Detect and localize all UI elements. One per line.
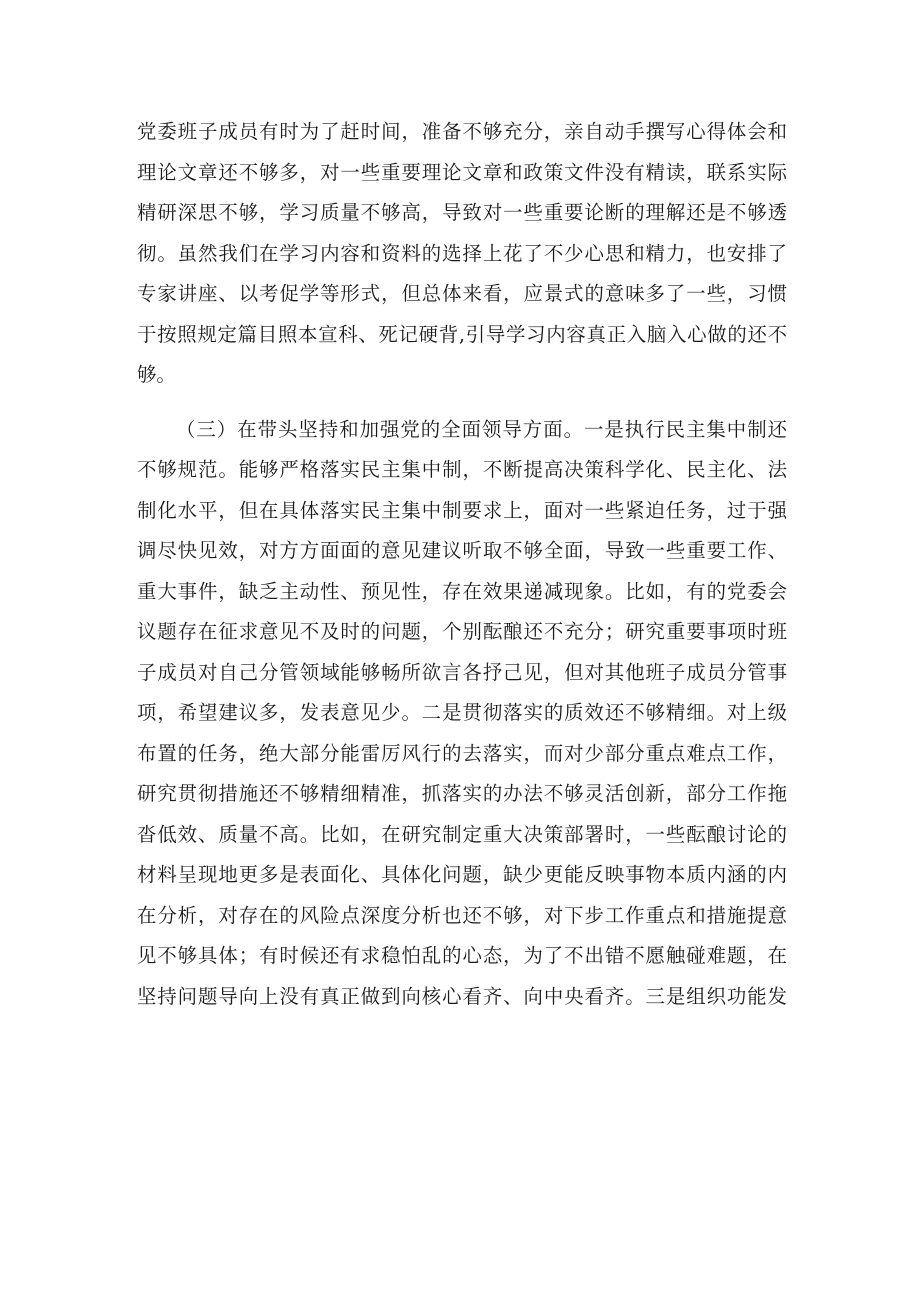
document-body xyxy=(137,112,787,1017)
text-line: 彻。虽然我们在学习内容和资料的选择上花了不少心思和精力，也安排了 xyxy=(137,241,787,265)
text-line: （三）在带头坚持和加强党的全面领导方面。一是执行民主集中制还 xyxy=(176,417,787,441)
text-line: 议题存在征求意见不及时的问题，个别酝酿还不充分；研究重要事项时班 xyxy=(137,620,787,643)
text-line: 布置的任务，绝大部分能雷厉风行的去落实，而对少部分重点难点工作， xyxy=(137,741,787,765)
text-line: 研究贯彻措施还不够精细精准，抓落实的办法不够灵活创新，部分工作拖 xyxy=(137,782,787,805)
text-line: 见不够具体；有时候还有求稳怕乱的心态，为了不出错不愿触碰难题，在 xyxy=(137,944,787,967)
text-line: 材料呈现地更多是表面化、具体化问题，缺少更能反映事物本质内涵的内 xyxy=(137,863,787,886)
text-line: 在分析，对存在的风险点深度分析也还不够，对下步工作重点和措施提意 xyxy=(137,903,787,927)
text-line: 制化水平，但在具体落实民主集中制要求上，面对一些紧迫任务，过于强 xyxy=(137,498,787,522)
text-line: 不够规范。能够严格落实民主集中制，不断提高决策科学化、民主化、法 xyxy=(137,458,787,481)
paragraph-gap xyxy=(137,396,787,410)
paragraph xyxy=(137,112,787,396)
text-line: 沓低效、质量不高。比如，在研究制定重大决策部署时，一些酝酿讨论的 xyxy=(137,822,787,846)
text-line: 项，希望建议多，发表意见少。二是贯彻落实的质效还不够精细。对上级 xyxy=(137,701,787,724)
text-line: 子成员对自己分管领域能够畅所欲言各抒己见，但对其他班子成员分管事 xyxy=(137,660,787,684)
paragraph xyxy=(137,410,787,1018)
text-line: 坚持问题导向上没有真正做到向核心看齐、向中央看齐。三是组织功能发 xyxy=(137,984,787,1008)
text-line: 党委班子成员有时为了赶时间，准备不够充分，亲自动手撰写心得体会和 xyxy=(137,120,787,143)
text-line: 理论文章还不够多，对一些重要理论文章和政策文件没有精读，联系实际 xyxy=(137,160,787,184)
text-line: 重大事件，缺乏主动性、预见性，存在效果递减现象。比如，有的党委会 xyxy=(137,579,787,603)
text-line: 精研深思不够，学习质量不够高，导致对一些重要论断的理解还是不够透 xyxy=(137,201,787,224)
text-line: 专家讲座、以考促学等形式，但总体来看，应景式的意味多了一些，习惯 xyxy=(137,282,787,305)
text-line: 调尽快见效，对方方面面的意见建议听取不够全面，导致一些重要工作、 xyxy=(137,539,787,562)
text-line: 于按照规定篇目照本宣科、死记硬背,引导学习内容真正入脑入心做的还不 xyxy=(137,322,787,346)
text-line: 够。 xyxy=(137,363,176,386)
